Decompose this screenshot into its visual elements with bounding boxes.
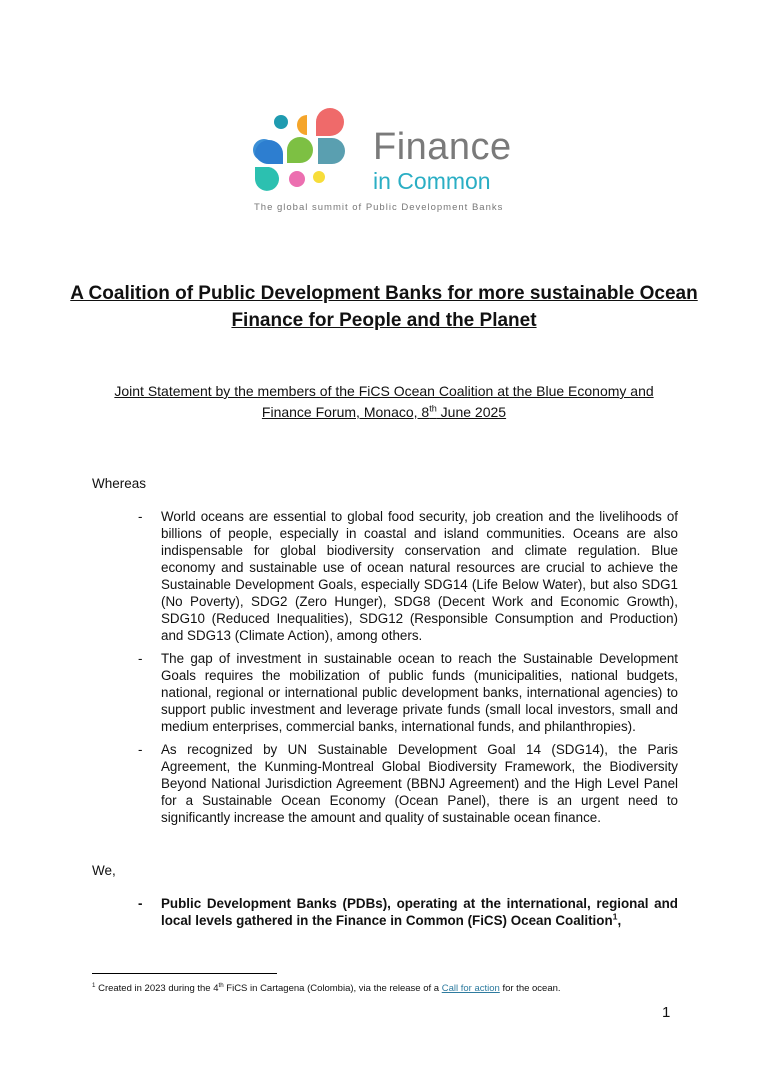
whereas-item-text: World oceans are essential to global food security, job creation and the livelihoods of billions of people, especially in coastal and island communities. Oceans are also indispensable for global biodiversity conservation and climate regulation. Blue economy and sustainable use of ocean natural resources are crucial to achieve the Sustainable Development Goals, especially SDG14 (Life Below Water), but also SDG1 (No Poverty), SDG2 (Zero Hunger), SDG8 (Decent Work and Economic Growth), SDG10 (Reduced Inequalities), SDG12 (Responsible Consumption and Production) and SDG13 (Climate Action), among others. <box>161 509 678 643</box>
subtitle-ordinal: th <box>429 403 437 414</box>
bullet-dash: - <box>138 896 143 911</box>
logo-word-finance: Finance <box>373 126 512 168</box>
footnote-text-start: Created in 2023 during the 4 <box>95 983 219 994</box>
subtitle-date: June 2025 <box>436 404 507 420</box>
logo-bubble-pink <box>289 171 305 187</box>
whereas-item-text: The gap of investment in sustainable ocean to reach the Sustainable Development Goals requires the mobilization of public funds (municipalities, national budgets, national, regional or international public development banks, international agencies) to support public investment and leverage private funds (small local investors, small and medium enterprises, commercial banks, international funds, and philanthropies). <box>161 651 678 734</box>
logo-bubble-yellow <box>313 171 325 183</box>
call-for-action-link[interactable]: Call for action <box>441 983 500 994</box>
we-list <box>138 895 678 935</box>
we-item-1 <box>138 895 678 929</box>
we-item-punct: , <box>617 913 622 928</box>
footnote <box>92 983 692 994</box>
logo-word-in-common: in Common <box>373 168 491 194</box>
whereas-item-2 <box>138 650 678 735</box>
logo-tagline: The global summit of Public Development Banks <box>254 202 504 213</box>
logo-bubble-teal-small <box>274 115 288 129</box>
whereas-label: Whereas <box>92 476 147 491</box>
footnote-text-end: for the ocean. <box>499 983 561 994</box>
footnote-marker: 1 <box>92 981 96 989</box>
subtitle-text: Joint Statement by the members of the FiCS Ocean Coalition at the Blue Economy and Finance Forum, Monaco, 8 <box>114 383 654 420</box>
document-subtitle <box>90 381 678 423</box>
logo-bubble-turquoise <box>255 167 279 191</box>
footnote-divider <box>92 973 277 974</box>
logo-bubble-orange <box>297 115 307 135</box>
we-item-text: Public Development Banks (PDBs), operating at the international, regional and local levels gathered in the Finance in Common (FiCS) Ocean Coalition <box>161 896 678 928</box>
logo-bubble-green <box>287 137 313 163</box>
whereas-item-3 <box>138 741 678 826</box>
whereas-item-text: As recognized by UN Sustainable Development Goal 14 (SDG14), the Paris Agreement, the Kunming-Montreal Global Biodiversity Framework, the Biodiversity Beyond National Jurisdiction Agreement (BBNJ Agreement) and the High Level Panel for a Sustainable Ocean Economy (Ocean Panel), there is an urgent need to significantly increase the amount and quality of sustainable ocean finance. <box>161 742 678 825</box>
whereas-list <box>138 508 678 832</box>
page-number: 1 <box>662 1004 671 1021</box>
footnote-ordinal: th <box>218 981 224 989</box>
bullet-dash: - <box>138 509 143 524</box>
we-label: We, <box>92 863 116 878</box>
whereas-item-1 <box>138 508 678 644</box>
logo-bubble-slate <box>318 138 345 164</box>
logo-bubbles-icon <box>252 104 352 196</box>
bullet-dash: - <box>138 651 143 666</box>
bullet-dash: - <box>138 742 143 757</box>
logo-bubble-red <box>316 108 344 136</box>
footnote-reference: 1 <box>612 911 618 922</box>
finance-in-common-logo <box>252 104 522 216</box>
footnote-text-middle: FiCS in Cartagena (Colombia), via the release of a <box>223 983 442 994</box>
document-title: A Coalition of Public Development Banks for more sustainable Ocean Finance for People and the Planet <box>70 283 698 331</box>
